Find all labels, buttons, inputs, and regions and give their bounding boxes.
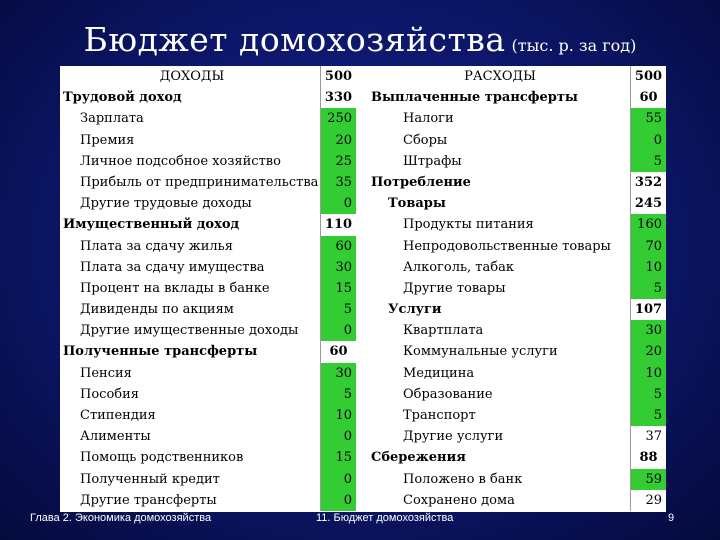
expense-value: 59 xyxy=(630,469,666,490)
income-value: 0 xyxy=(320,490,356,511)
expenses-column xyxy=(368,66,666,511)
expense-row xyxy=(368,257,666,278)
income-label: Зарплата xyxy=(80,111,144,127)
income-value: 30 xyxy=(320,363,356,384)
income-row xyxy=(60,151,356,172)
expense-row xyxy=(368,341,666,362)
expense-row xyxy=(368,130,666,151)
income-value: 5 xyxy=(320,299,356,320)
expense-label: Сохранено дома xyxy=(403,492,515,508)
expense-label: Другие товары xyxy=(403,280,506,296)
expense-value: 88 xyxy=(630,447,666,468)
expense-value: 70 xyxy=(630,236,666,257)
expense-label: Коммунальные услуги xyxy=(403,344,558,360)
income-row xyxy=(60,469,356,490)
income-label: Дивиденды по акциям xyxy=(80,302,234,318)
income-label: Процент на вклады в банке xyxy=(80,280,270,296)
income-value: 0 xyxy=(320,320,356,341)
expense-row xyxy=(368,108,666,129)
income-value: 35 xyxy=(320,172,356,193)
income-value: 20 xyxy=(320,130,356,151)
expense-label: Медицина xyxy=(403,365,475,381)
budget-table xyxy=(60,66,666,512)
expense-label: Штрафы xyxy=(403,153,462,169)
expense-label: Выплаченные трансферты xyxy=(371,90,578,106)
income-value: 60 xyxy=(320,341,356,362)
expense-value: 10 xyxy=(630,363,666,384)
income-value: 5 xyxy=(320,384,356,405)
expense-value: 5 xyxy=(630,151,666,172)
expense-label: Продукты питания xyxy=(403,217,534,233)
income-value: 250 xyxy=(320,108,356,129)
income-label: Полученные трансферты xyxy=(63,344,258,360)
expense-value: 5 xyxy=(630,384,666,405)
income-label: Пособия xyxy=(80,386,139,402)
income-label: Полученный кредит xyxy=(80,471,220,487)
expense-row xyxy=(368,384,666,405)
expense-label: Другие услуги xyxy=(403,429,504,445)
income-label: Помощь родственников xyxy=(80,450,244,466)
income-row xyxy=(60,214,356,235)
income-row xyxy=(60,384,356,405)
income-value: 25 xyxy=(320,151,356,172)
expense-value: 5 xyxy=(630,278,666,299)
expense-value: 245 xyxy=(630,193,666,214)
income-column xyxy=(60,66,356,511)
expense-row xyxy=(368,193,666,214)
income-header xyxy=(60,66,356,87)
income-row xyxy=(60,257,356,278)
income-value: 110 xyxy=(320,214,356,235)
income-label: Имущественный доход xyxy=(63,217,240,233)
expense-value: 160 xyxy=(630,214,666,235)
income-label: Другие трудовые доходы xyxy=(80,196,252,212)
income-row xyxy=(60,320,356,341)
income-label: Другие имущественные доходы xyxy=(80,323,299,339)
expense-value: 500 xyxy=(630,66,666,87)
income-label: Личное подсобное хозяйство xyxy=(80,153,281,169)
title-subtitle: (тыс. р. за год) xyxy=(511,36,637,55)
income-row xyxy=(60,447,356,468)
expense-label: Налоги xyxy=(403,111,454,127)
expense-value: 30 xyxy=(630,320,666,341)
expense-row xyxy=(368,236,666,257)
income-row xyxy=(60,341,356,362)
income-value: 330 xyxy=(320,87,356,108)
income-value: 60 xyxy=(320,236,356,257)
expense-label: Положено в банк xyxy=(403,471,523,487)
income-row xyxy=(60,130,356,151)
expense-label: РАСХОДЫ xyxy=(464,69,536,84)
expense-value: 0 xyxy=(630,130,666,151)
expense-row xyxy=(368,447,666,468)
income-row xyxy=(60,426,356,447)
slide-title xyxy=(0,20,720,59)
expense-value: 60 xyxy=(630,87,666,108)
expense-row xyxy=(368,363,666,384)
expense-label: Квартплата xyxy=(403,323,484,339)
income-label: Прибыль от предпринимательства xyxy=(80,174,319,190)
expense-row xyxy=(368,320,666,341)
expense-value: 352 xyxy=(630,172,666,193)
expense-value: 37 xyxy=(630,426,666,447)
expense-label: Сборы xyxy=(403,132,448,148)
expense-row xyxy=(368,426,666,447)
income-value: 15 xyxy=(320,447,356,468)
footer-chapter: Глава 2. Экономика домохозяйства xyxy=(30,512,212,524)
income-label: Премия xyxy=(80,132,135,148)
expense-row xyxy=(368,214,666,235)
income-label: Алименты xyxy=(80,429,151,445)
income-label: Стипендия xyxy=(80,408,156,423)
expense-row xyxy=(368,87,666,108)
expense-label: Сбережения xyxy=(371,450,466,466)
income-row xyxy=(60,405,356,426)
expense-row xyxy=(368,299,666,320)
expense-label: Алкоголь, табак xyxy=(403,259,514,275)
income-value: 15 xyxy=(320,278,356,299)
expense-value: 29 xyxy=(630,490,666,511)
income-row xyxy=(60,236,356,257)
income-value: 0 xyxy=(320,469,356,490)
income-value: 0 xyxy=(320,426,356,447)
income-row xyxy=(60,490,356,511)
income-row xyxy=(60,172,356,193)
expense-label: Транспорт xyxy=(403,408,476,423)
expense-label: Непродовольственные товары xyxy=(403,238,611,254)
income-row xyxy=(60,87,356,108)
footer-section: 11. Бюджет домохозяйства xyxy=(316,512,454,524)
income-label: ДОХОДЫ xyxy=(159,69,225,84)
income-value: 0 xyxy=(320,193,356,214)
expense-label: Услуги xyxy=(388,302,442,318)
expense-row xyxy=(368,490,666,511)
expense-label: Потребление xyxy=(371,174,471,190)
income-row xyxy=(60,108,356,129)
income-label: Пенсия xyxy=(80,365,132,381)
expense-value: 107 xyxy=(630,299,666,320)
income-row xyxy=(60,363,356,384)
income-label: Другие трансферты xyxy=(80,492,217,508)
income-value: 10 xyxy=(320,405,356,426)
page-number: 9 xyxy=(668,512,675,524)
expense-row xyxy=(368,469,666,490)
income-row xyxy=(60,193,356,214)
income-label: Плата за сдачу жилья xyxy=(80,238,233,254)
expense-row xyxy=(368,405,666,426)
expense-row xyxy=(368,278,666,299)
expense-label: Образование xyxy=(403,386,493,402)
income-label: Трудовой доход xyxy=(63,90,182,106)
expense-value: 20 xyxy=(630,341,666,362)
expense-row xyxy=(368,151,666,172)
income-row xyxy=(60,278,356,299)
income-value: 500 xyxy=(320,66,356,87)
expense-header xyxy=(368,66,666,87)
expense-value: 10 xyxy=(630,257,666,278)
expense-value: 55 xyxy=(630,108,666,129)
title-main: Бюджет домохозяйства xyxy=(83,20,506,59)
expense-label: Товары xyxy=(388,196,446,212)
expense-value: 5 xyxy=(630,405,666,426)
income-value: 30 xyxy=(320,257,356,278)
income-row xyxy=(60,299,356,320)
expense-row xyxy=(368,172,666,193)
income-label: Плата за сдачу имущества xyxy=(80,259,265,275)
